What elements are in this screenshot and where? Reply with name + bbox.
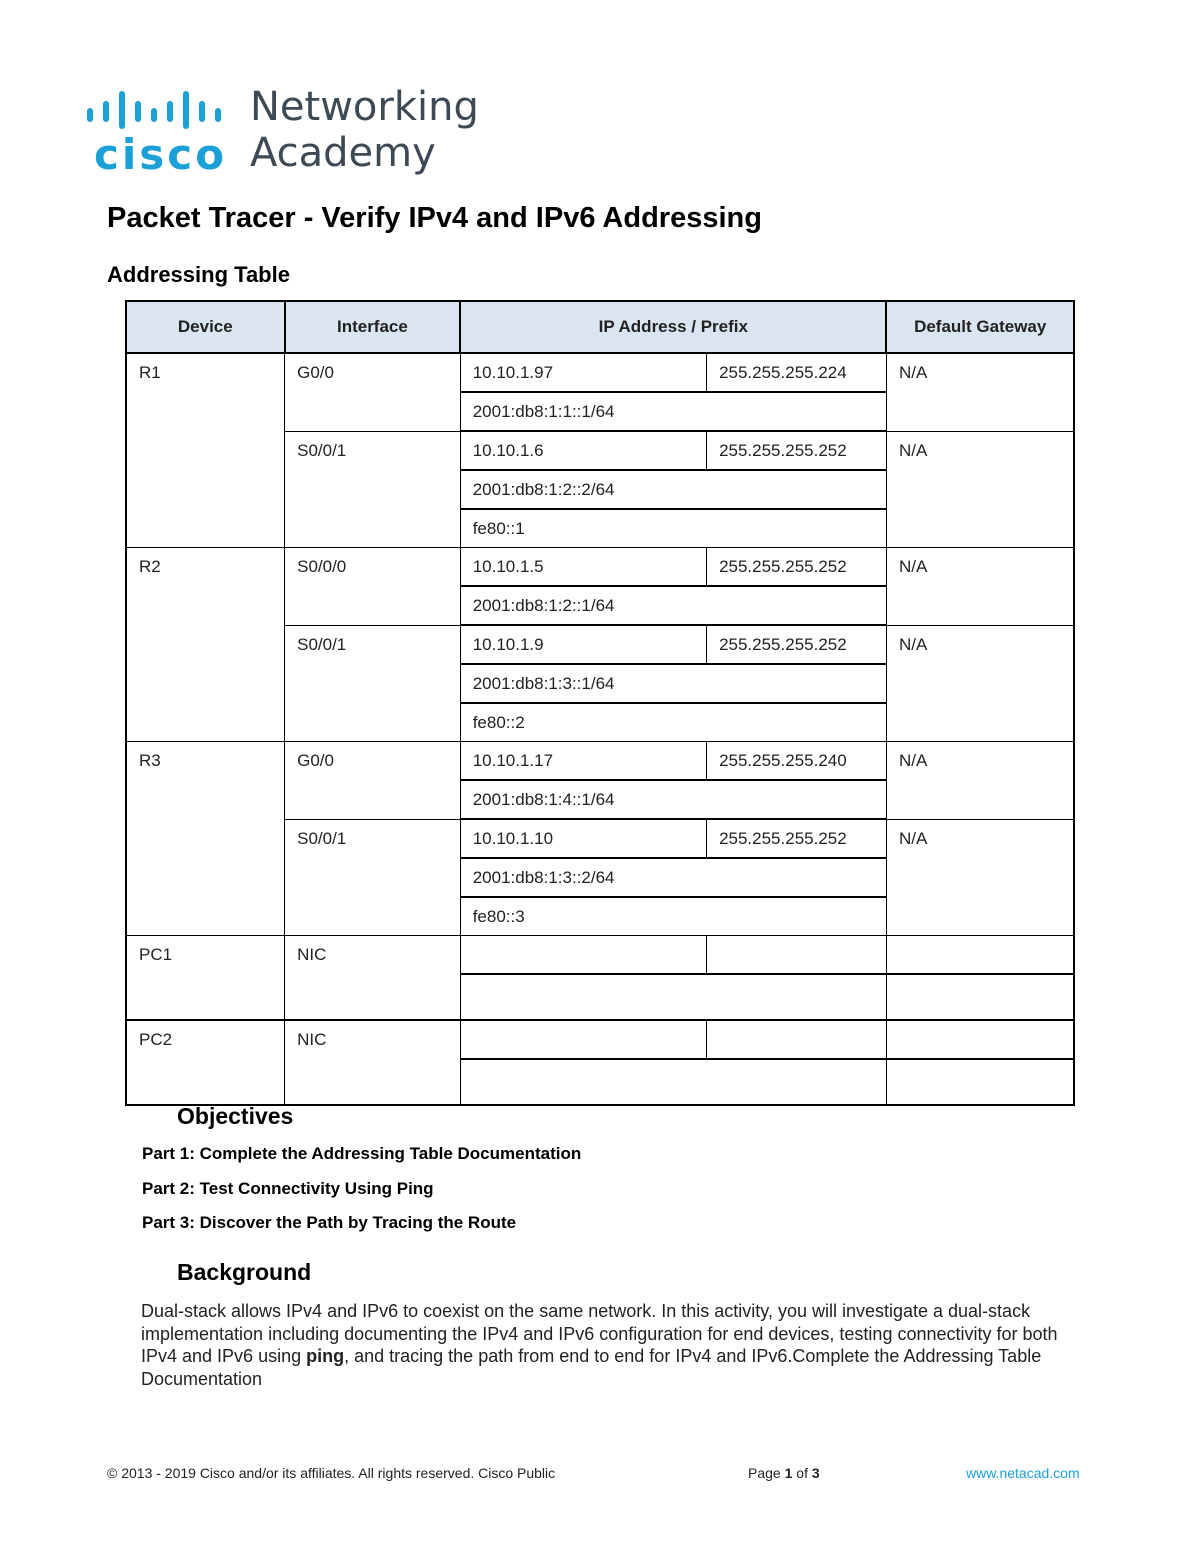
- gateway-cell: N/A: [886, 431, 1074, 548]
- objective-part-3: Part 3: Discover the Path by Tracing the Route: [142, 1213, 517, 1232]
- ipv6-cell: 2001:db8:1:3::2/64: [460, 858, 886, 897]
- ipv4-cell: 10.10.1.6: [460, 431, 706, 470]
- table-header-row: [126, 301, 1074, 353]
- ipv6-cell: 2001:db8:1:4::1/64: [460, 780, 886, 819]
- gateway-blank-cell[interactable]: [886, 936, 1074, 975]
- device-cell: R3: [126, 742, 285, 936]
- ipv4-cell: 10.10.1.17: [460, 742, 706, 781]
- interface-cell: S0/0/1: [285, 819, 461, 936]
- ipv6-cell: 2001:db8:1:2::1/64: [460, 586, 886, 625]
- device-cell: R1: [126, 353, 285, 548]
- mask-cell: 255.255.255.224: [707, 353, 887, 392]
- interface-cell: NIC: [285, 936, 461, 1021]
- page-of: of: [792, 1465, 812, 1481]
- objectives-heading: Objectives: [177, 1103, 294, 1129]
- addressing-table-title: Addressing Table: [107, 262, 290, 287]
- addressing-table: [125, 300, 1075, 1106]
- background-text-end: , and tracing the path from end to end for IPv4 and IPv6.Complete the Addressing Table Documentation: [141, 1346, 1042, 1389]
- mask-cell: 255.255.255.252: [707, 819, 887, 858]
- ipv4-blank-cell[interactable]: [460, 936, 706, 975]
- footer-page-number: [748, 1465, 820, 1481]
- device-cell: PC1: [126, 936, 285, 1021]
- page-prefix: Page: [748, 1465, 785, 1481]
- ipv6-blank-cell[interactable]: [460, 1059, 886, 1105]
- gateway-cell: N/A: [886, 548, 1074, 626]
- background-text-start: Dual-stack allows IPv4 and IPv6 to coexist on the same network. In this activity, you will investigate a dual-stack implementation including documenting the IPv4 and IPv6 configuration for end devices, testing connectivity for both IPv4 and IPv6 using: [141, 1301, 1058, 1366]
- logo-networking-text: Networking: [250, 84, 479, 130]
- ipv4-cell: 10.10.1.97: [460, 353, 706, 392]
- mask-cell: 255.255.255.240: [707, 742, 887, 781]
- page-total: 3: [811, 1465, 820, 1481]
- footer-copyright: © 2013 - 2019 Cisco and/or its affiliates. All rights reserved. Cisco Public: [107, 1465, 556, 1481]
- ipv4-blank-cell[interactable]: [460, 1020, 706, 1059]
- interface-cell: S0/0/0: [285, 548, 461, 626]
- table-row: [126, 548, 1074, 587]
- header-device: Device: [126, 301, 285, 353]
- ipv6-cell: 2001:db8:1:2::2/64: [460, 470, 886, 509]
- page-current: 1: [784, 1465, 793, 1481]
- device-cell: R2: [126, 548, 285, 742]
- interface-cell: S0/0/1: [285, 431, 461, 548]
- ipv6-link-local-cell: fe80::1: [460, 509, 886, 548]
- interface-cell: NIC: [285, 1020, 461, 1105]
- ipv6-cell: 2001:db8:1:3::1/64: [460, 664, 886, 703]
- interface-cell: G0/0: [285, 353, 461, 431]
- gateway-cell: N/A: [886, 742, 1074, 820]
- interface-cell: G0/0: [285, 742, 461, 820]
- table-row: [126, 742, 1074, 781]
- ipv6-blank-cell[interactable]: [460, 974, 886, 1020]
- ipv4-cell: 10.10.1.9: [460, 625, 706, 664]
- mask-blank-cell[interactable]: [707, 936, 887, 975]
- logo-academy-text: Academy: [250, 130, 436, 176]
- gateway-cell: N/A: [886, 819, 1074, 936]
- background-paragraph: [141, 1300, 1081, 1390]
- gateway-blank-cell[interactable]: [886, 974, 1074, 1020]
- gateway-cell: N/A: [886, 625, 1074, 742]
- objective-part-2: Part 2: Test Connectivity Using Ping: [142, 1179, 434, 1198]
- background-heading: Background: [177, 1259, 312, 1285]
- gateway-blank-cell[interactable]: [886, 1020, 1074, 1059]
- header-ip-address: IP Address / Prefix: [460, 301, 886, 353]
- gateway-cell: N/A: [886, 353, 1074, 431]
- table-row: [126, 1020, 1074, 1059]
- ipv4-cell: 10.10.1.5: [460, 548, 706, 587]
- cisco-bars-icon: [84, 88, 244, 132]
- mask-cell: 255.255.255.252: [707, 431, 887, 470]
- objective-part-1: Part 1: Complete the Addressing Table Documentation: [142, 1144, 582, 1163]
- interface-cell: S0/0/1: [285, 625, 461, 742]
- mask-cell: 255.255.255.252: [707, 625, 887, 664]
- mask-cell: 255.255.255.252: [707, 548, 887, 587]
- document-title: Packet Tracer - Verify IPv4 and IPv6 Addressing: [107, 202, 762, 234]
- header-default-gateway: Default Gateway: [886, 301, 1074, 353]
- ipv6-cell: 2001:db8:1:1::1/64: [460, 392, 886, 431]
- cisco-wordmark: cisco: [94, 130, 228, 179]
- ping-keyword: ping: [306, 1346, 345, 1366]
- gateway-blank-cell[interactable]: [886, 1059, 1074, 1105]
- ipv6-link-local-cell: fe80::3: [460, 897, 886, 936]
- header-interface: Interface: [285, 301, 461, 353]
- table-row: [126, 353, 1074, 392]
- mask-blank-cell[interactable]: [707, 1020, 887, 1059]
- footer-website-link[interactable]: www.netacad.com: [966, 1465, 1080, 1481]
- device-cell: PC2: [126, 1020, 285, 1105]
- ipv4-cell: 10.10.1.10: [460, 819, 706, 858]
- ipv6-link-local-cell: fe80::2: [460, 703, 886, 742]
- cisco-networking-academy-logo: [84, 84, 484, 179]
- table-row: [126, 936, 1074, 975]
